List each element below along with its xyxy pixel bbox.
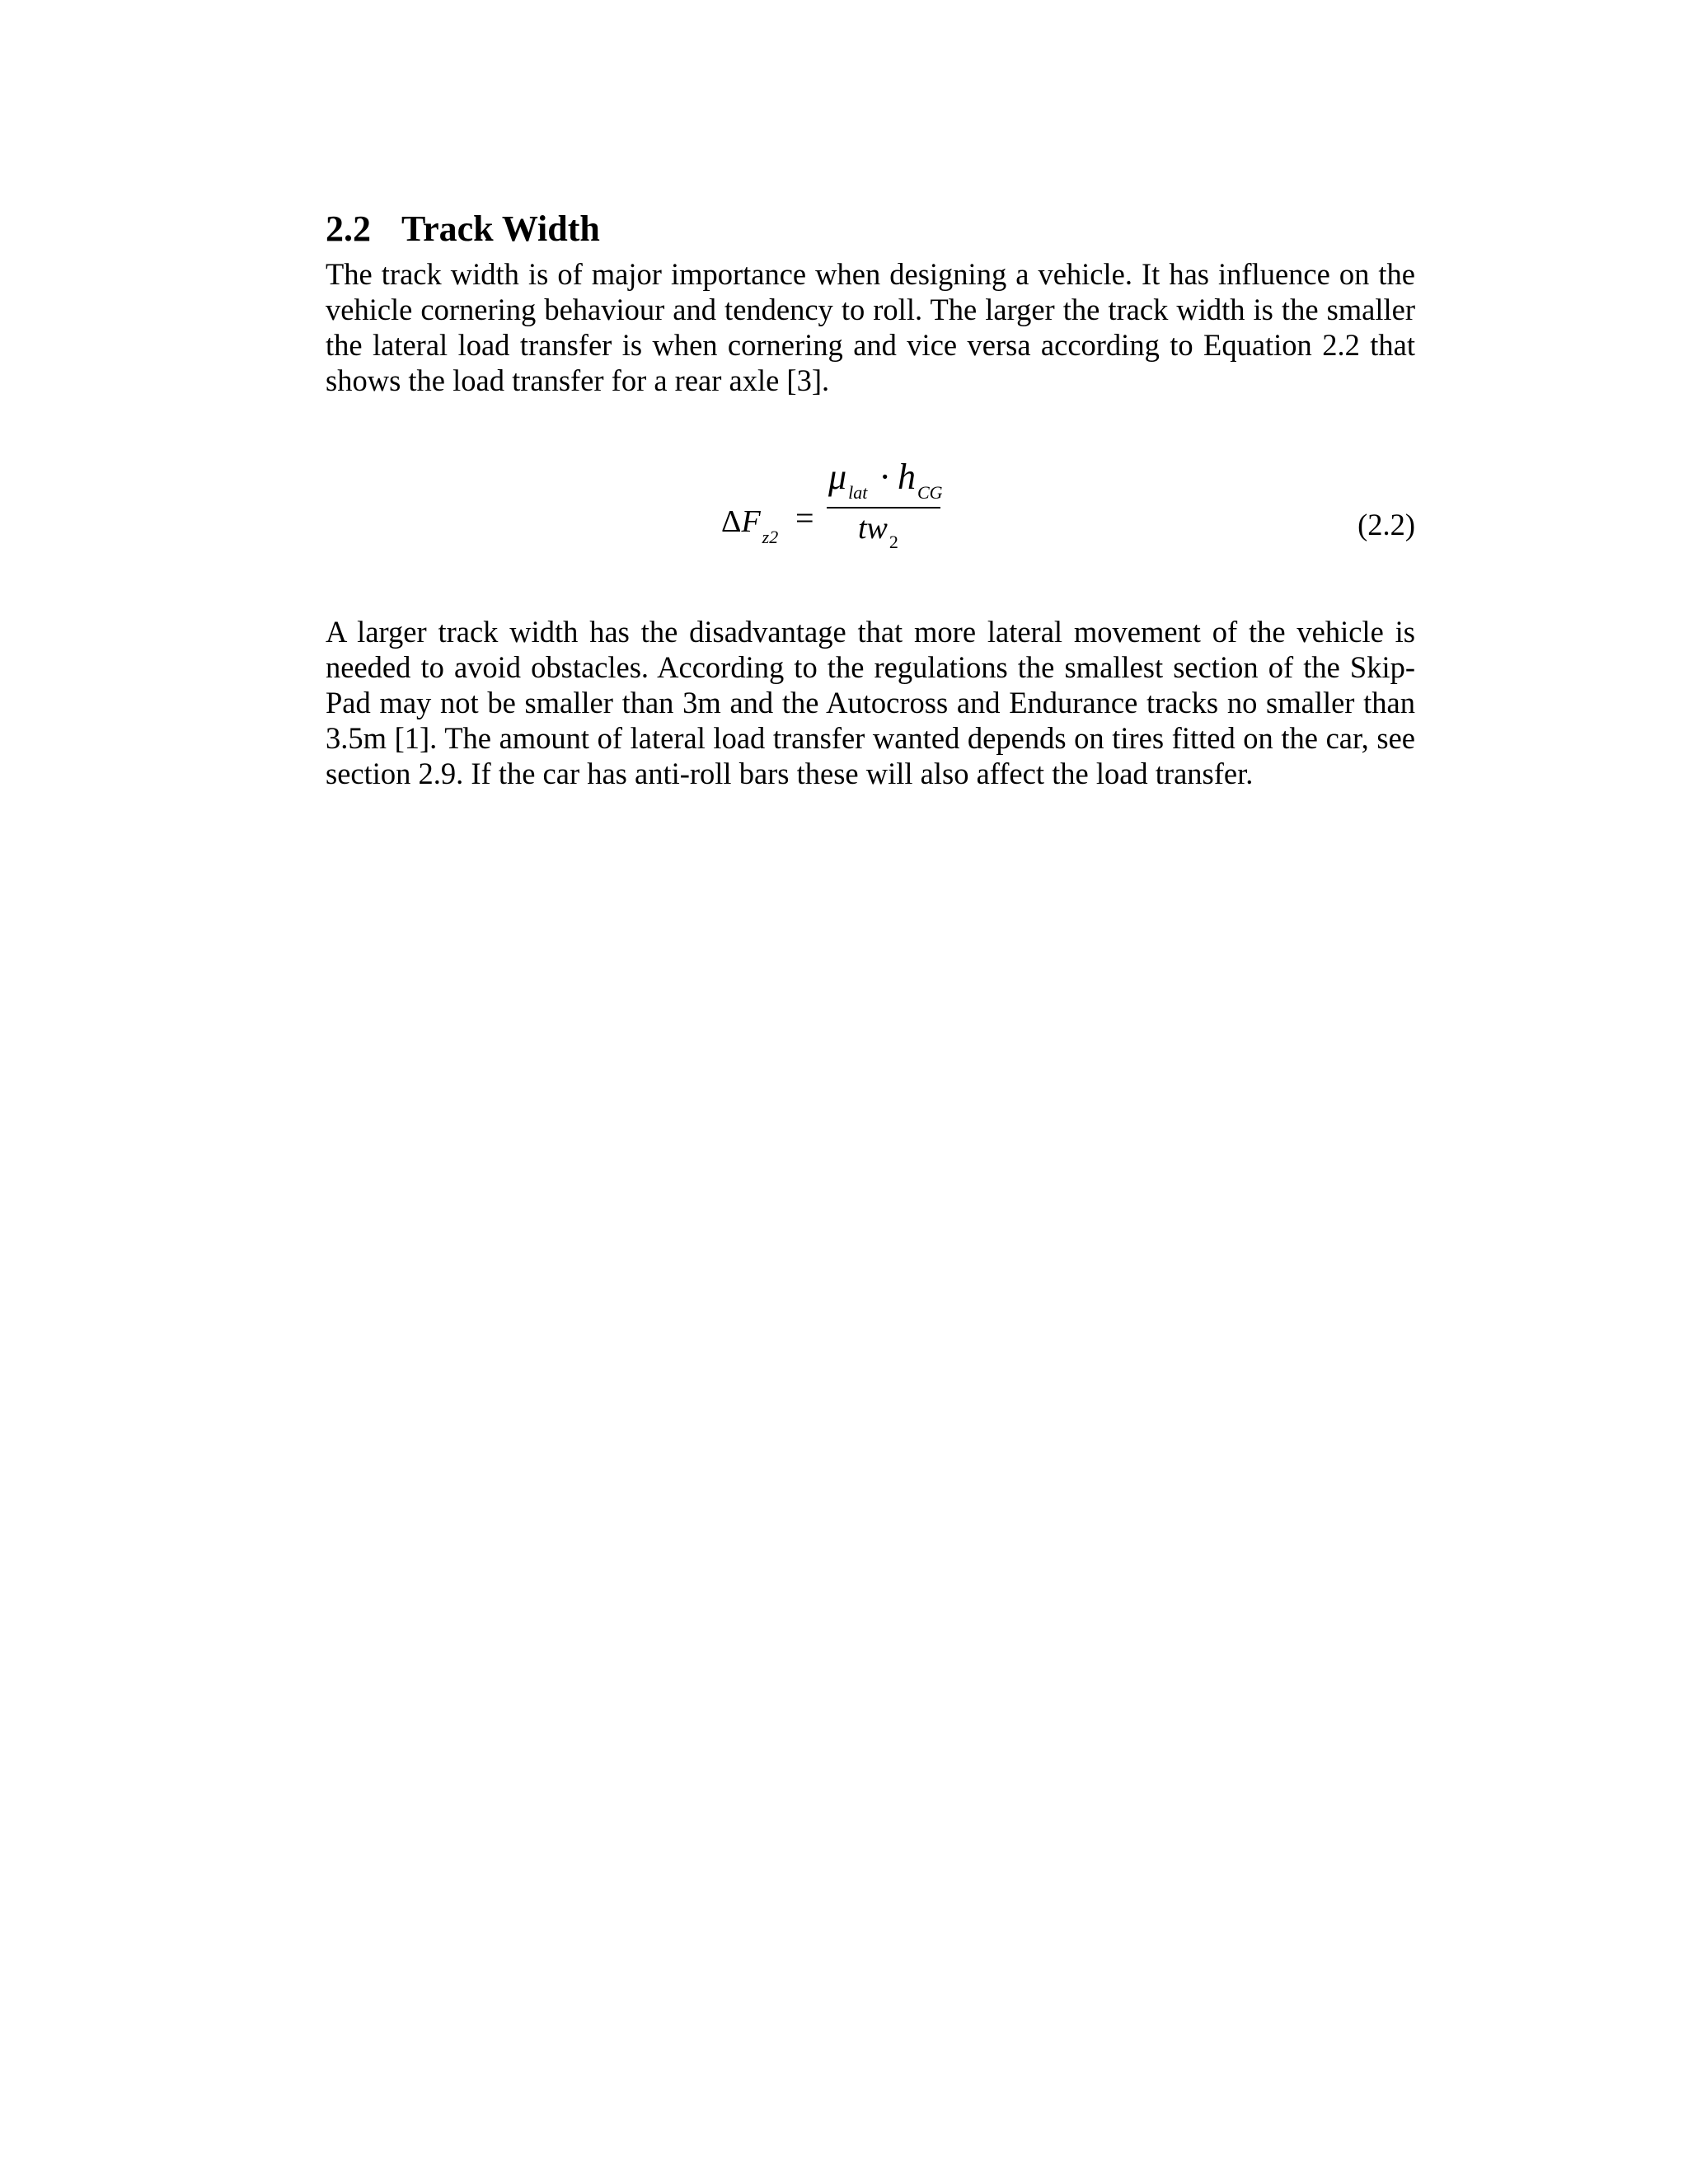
section-heading — [326, 208, 1415, 251]
equation-tw: tw — [858, 510, 888, 546]
equation-h-sub: CG — [917, 481, 943, 503]
equation-equals: = — [795, 499, 814, 537]
paragraph-after-equation: A larger track width has the disadvantage that more lateral movement of the vehicle is needed to avoid obstacles. According to the regulations the smallest section of the Skip-Pad may not be smaller than 3m and the Autocross and Endurance tracks no smaller than 3.5m [1]. The amount of lateral load transfer wanted depends on tires fitted on the car, see section 2.9. If the car has anti-roll bars these will also affect the load transfer. — [326, 614, 1415, 790]
paragraph-intro: The track width is of major importance when designing a vehicle. It has influence on the vehicle cornering behaviour and tendency to roll. The larger the track width is the smaller the lateral load transfer is when cornering and vice versa according to Equation 2.2 that shows the load transfer for a rear axle [3]. — [326, 256, 1415, 397]
equation-numerator — [828, 456, 943, 503]
equation-number: (2.2) — [1357, 507, 1415, 541]
equation-block — [326, 456, 1415, 612]
equation-lhs-sub: z2 — [762, 526, 779, 547]
section-number: 2.2 — [326, 209, 371, 249]
page-content — [326, 208, 1415, 791]
equation-lhs-var: F — [741, 504, 761, 539]
equation-dot: · — [879, 456, 891, 497]
equation-fraction-line — [827, 507, 940, 509]
equation-tw-sub: 2 — [889, 531, 898, 552]
equation-lhs — [721, 504, 779, 547]
section-title: Track Width — [401, 209, 600, 249]
equation-delta: Δ — [721, 504, 742, 539]
equation-h: h — [897, 456, 916, 497]
equation-mu-sub: lat — [848, 481, 868, 503]
equation-denominator — [858, 510, 898, 552]
equation-mu: μ — [828, 456, 847, 497]
